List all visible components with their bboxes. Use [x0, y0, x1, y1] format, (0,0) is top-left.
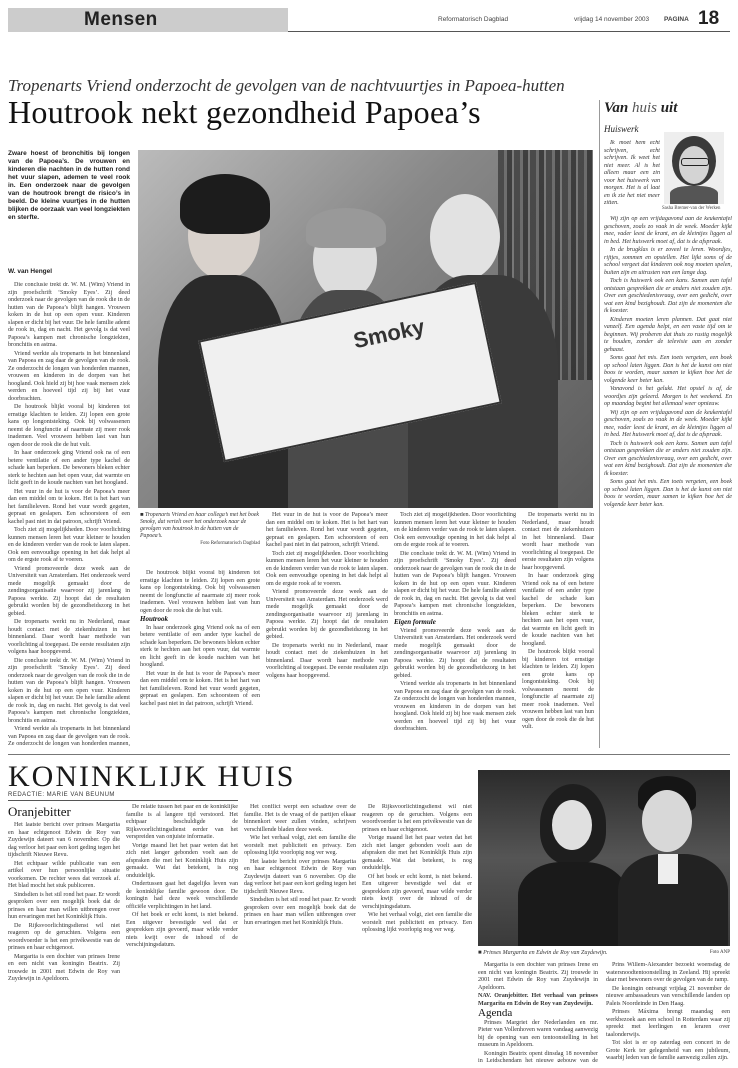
author-body: [670, 186, 718, 204]
caption-bullet-icon: ■: [140, 512, 145, 518]
column-paragraph: Kinderen moeten leren plannen. Dat gaat niet vanzelf. Een agenda helpt, en een vaste tijd om te beginnen. Wij proberen dat thuis zo rustig mogelijk te houden, zonder de televisie aan en zonder gehaast.: [604, 316, 732, 353]
agenda-paragraph: Tot slot is er op zaterdag een concert in de Grote Kerk ter gelegenheid van een jubileum, waarbij leden van de familie aanwezig zullen zijn.: [606, 1040, 730, 1061]
royal-photo-credit: Foto ANP: [709, 950, 730, 955]
photo-credit: Foto Reformatorisch Dagblad: [200, 541, 260, 546]
royal-paragraph: Het conflict werpt een schaduw over de familie. Het is de vraag of de partijen elkaar binnenkort weer zullen vinden, schrijven verschillende bladen deze week.: [244, 804, 356, 833]
body-paragraph: De tropenarts werkt nu in Nederland, maar houdt contact met de ziekenhuizen in het binnenland. Daar wordt haar methode van voorlichting al toegepast. De eerste resultaten zijn volgens haar hoopgevend.: [8, 619, 130, 655]
royal-nav: [478, 993, 598, 1008]
body-paragraph: Toch ziet zij mogelijkheden. Door voorlichting kunnen mensen leren het vuur kleiner te houden en de kinderen verder van de rook te laten slapen. Ook een eenvoudige opening in het dak helpt al om de ergste rook af te voeren.: [8, 527, 130, 563]
main-article-photo: [138, 150, 593, 508]
issue-date: vrijdag 14 november 2003: [574, 16, 650, 23]
royal-photo-caption: [478, 950, 730, 956]
royal-paragraph: Vorige maand liet het paar weten dat het zich niet langer gebonden voelt aan de afspraken die met het Koninklijk Huis zijn gemaakt. Wat dat betekent, is nog onduidelijk.: [362, 835, 472, 871]
body-paragraph: Die conclusie trekt dr. W. M. (Wim) Vriend in zijn proefschrift ‘Smoky Eyes’. Zij deed onderzoek naar de gevolgen van de rook die in de hutten van de Papoea’s blijft hangen. Vrouwen koken in de hut op een open vuur. Kinderen slapen er dicht bij het vuur. De hele familie ademt de rook in, dag en nacht. Het gevolg is dat veel Papoea’s kampen met chronische longziekten, bronchitis en astma.: [8, 657, 130, 724]
body-paragraph: Vriend promoveerde deze week aan de Universiteit van Amsterdam. Het onderzoek werd mede mogelijk gemaakt door de zendingsorganisatie waarvoor zij jarenlang in Papoea werkte. Zij hoopt dat de resultaten gebruikt worden bij de gezondheidszorg in het gebied.: [394, 627, 516, 679]
body-paragraph: Toch ziet zij mogelijkheden. Door voorlichting kunnen mensen leren het vuur kleiner te houden en de kinderen verder van de rook te laten slapen. Ook een eenvoudige opening in het dak helpt al om de ergste rook af te voeren.: [394, 512, 516, 548]
agenda-title: Agenda: [478, 1007, 513, 1019]
column-paragraph: Vanavond is het gelukt. Het opstel is af, de woordjes zijn geleerd. Morgen is het weekend. En op maandag begint het allemaal weer opnieuw.: [604, 386, 732, 407]
agenda-paragraph: De koningin ontvangt vrijdag 21 november de nieuwe ambassadeurs van verschillende landen op Paleis Noordeinde in Den Haag.: [606, 985, 730, 1007]
column-paragraph: Toch is huiswerk ook een kans. Samen aan tafel ontstaan gesprekken die er anders niet zouden zijn. Over een geschiedenisvraag, over een gedicht, over wat een kind bezighoudt. Dat zijn de momenten die ik koester.: [604, 278, 732, 314]
column-title-part3: uit: [660, 100, 678, 116]
royal-caption-text: Prinses Margarita en Edwin de Roy van Zuydewijn.: [483, 950, 608, 956]
main-col-5: [522, 512, 594, 748]
royal-banner: KONINKLIJK HUIS: [8, 760, 296, 793]
body-paragraph: Die conclusie trekt dr. W. M. (Wim) Vriend in zijn proefschrift ‘Smoky Eyes’. Zij deed onderzoek naar de gevolgen van de rook die in de hutten van de Papoea’s blijft hangen. Vrouwen koken in de hut op een open vuur. Kinderen slapen er dicht bij het vuur. De hele familie ademt de rook in, dag en nacht. Het gevolg is dat veel Papoea’s kampen met chronische longziekten, bronchitis en astma.: [8, 282, 130, 348]
article-lead: Zware hoest of bronchitis bij longen van de Papoea’s. De vrouwen en kinderen die nachten in de hutten rond het vuur slapen, ademen te veel rook in. Een onderzoek naar de gevolgen van de houtrook brengt de risico’s in beeld. De kleine vuurtjes in de hutten blijken de oorzaak van veel longziekten en sterfte.: [8, 150, 130, 221]
main-col-1: [8, 282, 130, 748]
section-title: Mensen: [84, 9, 158, 30]
body-paragraph: Vriend promoveerde deze week aan de Universiteit van Amsterdam. Het onderzoek werd mede mogelijk gemaakt door de zendingsorganisatie waarvoor zij jarenlang in Papoea werkte. Zij hoopt dat de resultaten gebruikt worden bij de gezondheidszorg in het gebied.: [8, 565, 130, 617]
column-paragraph: Toch is huiswerk ook een kans. Samen aan tafel ontstaan gesprekken die er anders niet zouden zijn. Over een geschiedenisvraag, over een gedicht, over wat een kind bezighoudt. Dat zijn de momenten die ik koester.: [604, 440, 732, 477]
person-1-hair: [180, 174, 270, 234]
column-paragraph: Ik moet hem echt schrijven, echt schrijven. Ik weet het niet meer. Al is het alleen maar een zin voor het huiswerk van morgen. Het is al laat en ik zie het niet meer zitten.: [604, 140, 660, 206]
royal-col-4: [362, 804, 472, 1062]
royal-col-6: [606, 962, 730, 1062]
column-author-photo: [664, 132, 724, 204]
body-paragraph: De houtrook blijkt vooral bij kinderen tot ernstige klachten te leiden. Zij lopen een grote kans op longontsteking. Ook bij volwassenen neemt de longfunctie af naarmate zij meer rook inademen. Veel vrouwen hebben last van hun ogen door de rook die de hut vult.: [522, 649, 594, 730]
body-paragraph: Het vuur in de hut is voor de Papoea’s meer dan een middel om te koken. Het is het hart van het familieleven. Rond het vuur wordt gegeten, gepraat en geslapen. Een schoorsteen of een kachel past niet in dat patroon, schrijft Vriend.: [140, 670, 260, 707]
page-number: 18: [698, 8, 720, 29]
body-paragraph: De tropenarts werkt nu in Nederland, maar houdt contact met de ziekenhuizen in het binnenland. Daar wordt haar methode van voorlichting al toegepast. De eerste resultaten zijn volgens haar hoopgevend.: [266, 642, 388, 679]
royal-paragraph: De relatie tussen het paar en de koninklijke familie is al langere tijd verstoord. Het echtpaar beschuldigde de Rijksvoorlichtingsdienst eerder van het verspreiden van onjuiste informatie.: [126, 804, 238, 840]
royal-paragraph: Margarita is een dochter van prinses Irene en een nicht van koningin Beatrix. Zij trouwde in 2001 met Edwin de Roy van Zuydewijn in Apeldoorn.: [8, 953, 120, 982]
royal-paragraph: Of het boek er echt komt, is niet bekend. Een uitgever bevestigde wel dat er gesprekken zijn gevoerd, maar wilde verder niets kwijt over de inhoud of de verschijningsdatum.: [126, 912, 238, 948]
column-title: [604, 100, 734, 120]
royal-col-1: [8, 822, 120, 1062]
royal-col-2: [126, 804, 238, 1062]
body-paragraph: Vriend promoveerde deze week aan de Universiteit van Amsterdam. Het onderzoek werd mede mogelijk gemaakt door de zendingsorganisatie waarvoor zij jarenlang in Papoea werkte. Zij hoopt dat de resultaten gebruikt worden bij de gezondheidszorg in het gebied.: [266, 589, 388, 640]
royal-paragraph: Het laatste bericht over prinses Margarita en haar echtgenoot Edwin de Roy van Zuydewijn dateert van 6 november. Op die dag verloor het paar een kort geding tegen het tijdschrift Nieuwe Revu.: [244, 858, 356, 895]
subhead: Eigen formule: [394, 618, 436, 626]
column-title-part1: Van: [604, 100, 629, 116]
page-label: PAGINA: [664, 16, 689, 23]
man-collar: [658, 854, 678, 884]
column-paragraph: Wij zijn op een vrijdagavond aan de keukentafel geschoven, zoals zo vaak in de week. Moeder kijkt mee, vader leest de krant, en de kleintjes liggen al in bed. Het huiswerk moet af, dat is de afspraak.: [604, 409, 732, 438]
column-paragraph: Soms gaat het mis. Een toets vergeten, een boek op school laten liggen. Dan is het de kunst om niet boos te worden, maar samen te kijken hoe het de volgende keer beter kan.: [604, 479, 732, 508]
person-3-head: [430, 194, 500, 280]
royal-paragraph: Sindsdien is het stil rond het paar. Er wordt gesproken over een mogelijk boek dat de prinses en haar man willen uitbrengen over hun ervaringen met het Koninklijk Huis.: [8, 891, 120, 920]
column-text: [604, 140, 660, 212]
body-paragraph: De houtrook blijkt vooral bij kinderen tot ernstige klachten te leiden. Zij lopen een grote kans op longontsteking. Ook bij volwassenen neemt de longfunctie af naarmate zij meer rook inademen. Veel vrouwen hebben last van hun ogen door de rook die de hut vult.: [140, 570, 260, 614]
column-divider: [599, 100, 600, 748]
nav-label: NAV.: [478, 993, 492, 999]
body-paragraph: Toch ziet zij mogelijkheden. Door voorlichting kunnen mensen leren het vuur kleiner te houden en de kinderen verder van de rook te laten slapen. Ook een eenvoudige opening in het dak helpt al om de ergste rook af te voeren.: [266, 550, 388, 587]
body-paragraph: In haar onderzoek ging Vriend ook na of een betere ventilatie of een ander type kachel de schade kan beperken. De bewoners bleken echter sterk te hechten aan het open vuur, dat warmte en licht geeft in de koude nachten van het hoogland.: [8, 450, 130, 486]
royal-paragraph: Margarita is een dochter van prinses Irene en een nicht van koningin Beatrix. Zij trouwde in 2001 met Edwin de Roy van Zuydewijn in Apeldoorn.: [478, 962, 598, 991]
agenda-paragraph: Prinses Máxima brengt maandag een werkbezoek aan een school in Rotterdam waar zij spreekt met leerlingen en leraren over taalonderwijs.: [606, 1009, 730, 1038]
royal-editor: REDACTIE: MARIE VAN BEUNUM: [8, 792, 115, 798]
body-paragraph: Vriend werkte als tropenarts in het binnenland van Papoea en zag daar de gevolgen van de rook. Ze onderzocht de longen van honderden mannen, vrouwen en kinderen in de dorpen van het hoogland. Ook hield zij bij hoe vaak mensen ziek werden en hoeveel tijd zij bij het vuur doorbrachten.: [394, 681, 516, 732]
column-paragraph: In de brugklas is er zoveel te leren. Woordjes, rijtjes, sommen en opstellen. Het lijkt soms of de school vergeet dat kinderen ook nog moeten spelen, buiten zijn en uitrusten van een lange dag.: [604, 247, 732, 276]
royal-paragraph: Het laatste bericht over prinses Margarita en haar echtgenoot Edwin de Roy van Zuydewijn dateert van 6 november. Op die dag verloor het paar een kort geding tegen het tijdschrift Nieuwe Revu.: [8, 822, 120, 858]
article-byline: W. van Hengel: [8, 268, 53, 275]
royal-paragraph: Het echtpaar wilde publicatie van een artikel over hun persoonlijke situatie voorkomen. De rechter wees dat verzoek af. Het blad mocht het stuk publiceren.: [8, 860, 120, 889]
agenda-paragraph: Prins Willem-Alexander bezoekt woensdag de watersnoodtentoonstelling in Zeeland. Hij spreekt daar met bewoners over de gevolgen van de ramp.: [606, 962, 730, 983]
body-paragraph: De houtrook blijkt vooral bij kinderen tot ernstige klachten te leiden. Zij lopen een grote kans op longontsteking. Ook bij volwassenen neemt de longfunctie af naarmate zij meer rook inademen. Veel vrouwen hebben last van hun ogen door de rook die de hut vult.: [8, 404, 130, 448]
header-bar: [8, 8, 730, 32]
woman-face: [552, 800, 592, 850]
main-article-headline: Houtrook nekt gezondheid Papoea’s: [8, 94, 481, 130]
main-col-2: [140, 570, 260, 748]
agenda-paragraph: Koningin Beatrix opent dinsdag 18 november in Leidschendam het nieuwe gebouw van de: [478, 1050, 598, 1062]
book-title: Smoky: [351, 313, 427, 354]
agenda-paragraph: Prinses Margriet der Nederlanden en mr. Pieter van Vollenhoven waren vandaag aanwezig bij de opening van een tentoonstelling in het museum in Apeldoorn.: [478, 1019, 598, 1048]
royal-paragraph: De Rijksvoorlichtingsdienst wil niet reageren op de geruchten. Volgens een woordvoerder is het een privékwestie van de prinses en haar echtgenoot.: [362, 804, 472, 833]
body-paragraph: Het vuur in de hut is voor de Papoea’s meer dan een middel om te koken. Het is het hart van het familieleven. Rond het vuur wordt gegeten, gepraat en geslapen. Een schoorsteen of een kachel past niet in dat patroon, schrijft Vriend.: [8, 488, 130, 525]
column-topic: Huiswerk: [604, 124, 639, 134]
column-text-full: [604, 216, 732, 748]
caption-bullet-icon: ■: [478, 950, 484, 956]
column-author: Sasha Bremer-van der Werken: [662, 206, 721, 211]
photo-caption: [140, 512, 260, 562]
column-paragraph: Soms gaat het mis. Een toets vergeten, een boek op school laten liggen. Dan is het de kunst om niet boos te worden, maar samen te kijken hoe het de volgende keer beter kan.: [604, 355, 732, 384]
subhead: Houtrook: [140, 615, 169, 623]
header-rule: [288, 31, 730, 32]
royal-paragraph: Sindsdien is het stil rond het paar. Er wordt gesproken over een mogelijk boek dat de prinses en haar man willen uitbrengen over hun ervaringen met het Koninklijk Huis.: [244, 897, 356, 926]
main-article-kicker: Tropenarts Vriend onderzocht de gevolgen van de nachtvuurtjes in Papoea-hutten: [8, 76, 565, 95]
main-col-4: [394, 512, 516, 748]
royal-article1-title: Oranjebitter: [8, 804, 71, 819]
column-paragraph: Wij zijn op een vrijdagavond aan de keukentafel geschoven, zoals zo vaak in de week. Moeder kijkt mee, vader leest de krant, en de kleintjes liggen al in bed. Het huiswerk moet af, dat is de afspraak.: [604, 216, 732, 245]
section-separator: [8, 754, 730, 755]
column-title-part2: huis: [631, 100, 657, 116]
nav-text: Oranjebitter. Het verhaal van prinses Margarita en Edwin de Roy van Zuydewijn.: [478, 993, 598, 1007]
royal-col-3: [244, 804, 356, 1062]
royal-photo: [478, 770, 730, 946]
royal-paragraph: Vorige maand liet het paar weten dat het zich niet langer gebonden voelt aan de afspraken die met het Koninklijk Huis zijn gemaakt. Wat dat betekent, is nog onduidelijk.: [126, 842, 238, 879]
body-paragraph: Het vuur in de hut is voor de Papoea’s meer dan een middel om te koken. Het is het hart van het familieleven. Rond het vuur wordt gegeten, gepraat en geslapen. Een schoorsteen of een kachel past niet in dat patroon, schrijft Vriend.: [266, 512, 388, 548]
royal-paragraph: Of het boek er echt komt, is niet bekend. Een uitgever bevestigde wel dat er gesprekken zijn gevoerd, maar wilde verder niets kwijt over de inhoud of de verschijningsdatum.: [362, 873, 472, 910]
royal-paragraph: Ondertussen gaat het dagelijks leven van de koninklijke familie gewoon door. De koningin had deze week verschillende officiële verplichtingen in het land.: [126, 881, 238, 910]
author-glasses: [681, 158, 709, 166]
body-paragraph: In haar onderzoek ging Vriend ook na of een betere ventilatie of een ander type kachel de schade kan beperken. De bewoners bleken echter sterk te hechten aan het open vuur, dat warmte en licht geeft in de koude nachten van het hoogland.: [522, 573, 594, 647]
body-paragraph: Vriend werkte als tropenarts in het binnenland van Papoea en zag daar de gevolgen van de rook. Ze onderzocht de longen van honderden mannen,: [8, 726, 130, 747]
woman-body: [518, 862, 628, 946]
man-face: [642, 790, 692, 852]
body-paragraph: In haar onderzoek ging Vriend ook na of een betere ventilatie of een ander type kachel de schade kan beperken. De bewoners bleken echter sterk te hechten aan het open vuur, dat warmte en licht geeft in de koude nachten van het hoogland.: [140, 624, 260, 668]
royal-col-5: [478, 962, 598, 1062]
main-col-3: [266, 512, 388, 748]
body-paragraph: Die conclusie trekt dr. W. M. (Wim) Vriend in zijn proefschrift ‘Smoky Eyes’. Zij deed onderzoek naar de gevolgen van de rook die in de hutten van de Papoea’s blijft hangen. Vrouwen koken in de hut op een open vuur. Kinderen slapen er dicht bij het vuur. De hele familie ademt de rook in, dag en nacht. Het gevolg is dat veel Papoea’s kampen met chronische longziekten, bronchitis en astma.: [394, 550, 516, 617]
royal-rule: [8, 800, 238, 801]
body-paragraph: De tropenarts werkt nu in Nederland, maar houdt contact met de ziekenhuizen in het binnenland. Daar wordt haar methode van voorlichting al toegepast. De eerste resultaten zijn volgens haar hoopgevend.: [522, 512, 594, 571]
royal-paragraph: Wie het verhaal volgt, ziet een familie die worstelt met publiciteit en privacy. Een oplossing lijkt voorlopig nog ver weg.: [362, 912, 472, 933]
caption-text: Tropenarts Vriend en haar collega’s met het boek Smoky, dat vertelt over het onderzoek naar de gevolgen van houtrook in de hutten van de Papoea’s.: [140, 512, 259, 539]
royal-paragraph: Wie het verhaal volgt, ziet een familie die worstelt met publiciteit en privacy. Een oplossing lijkt voorlopig nog ver weg.: [244, 835, 356, 856]
paper-name: Reformatorisch Dagblad: [438, 16, 509, 23]
person-2-hair: [306, 208, 386, 248]
body-paragraph: Vriend werkte als tropenarts in het binnenland van Papoea en zag daar de gevolgen van de rook. Ze onderzocht de longen van honderden mannen, vrouwen en kinderen in de dorpen van het hoogland. Ook hield zij bij hoe vaak mensen ziek werden en hoeveel tijd zij bij het vuur doorbrachten.: [8, 350, 130, 402]
royal-paragraph: De Rijksvoorlichtingsdienst wil niet reageren op de geruchten. Volgens een woordvoerder is het een privékwestie van de prinses en haar echtgenoot.: [8, 922, 120, 951]
